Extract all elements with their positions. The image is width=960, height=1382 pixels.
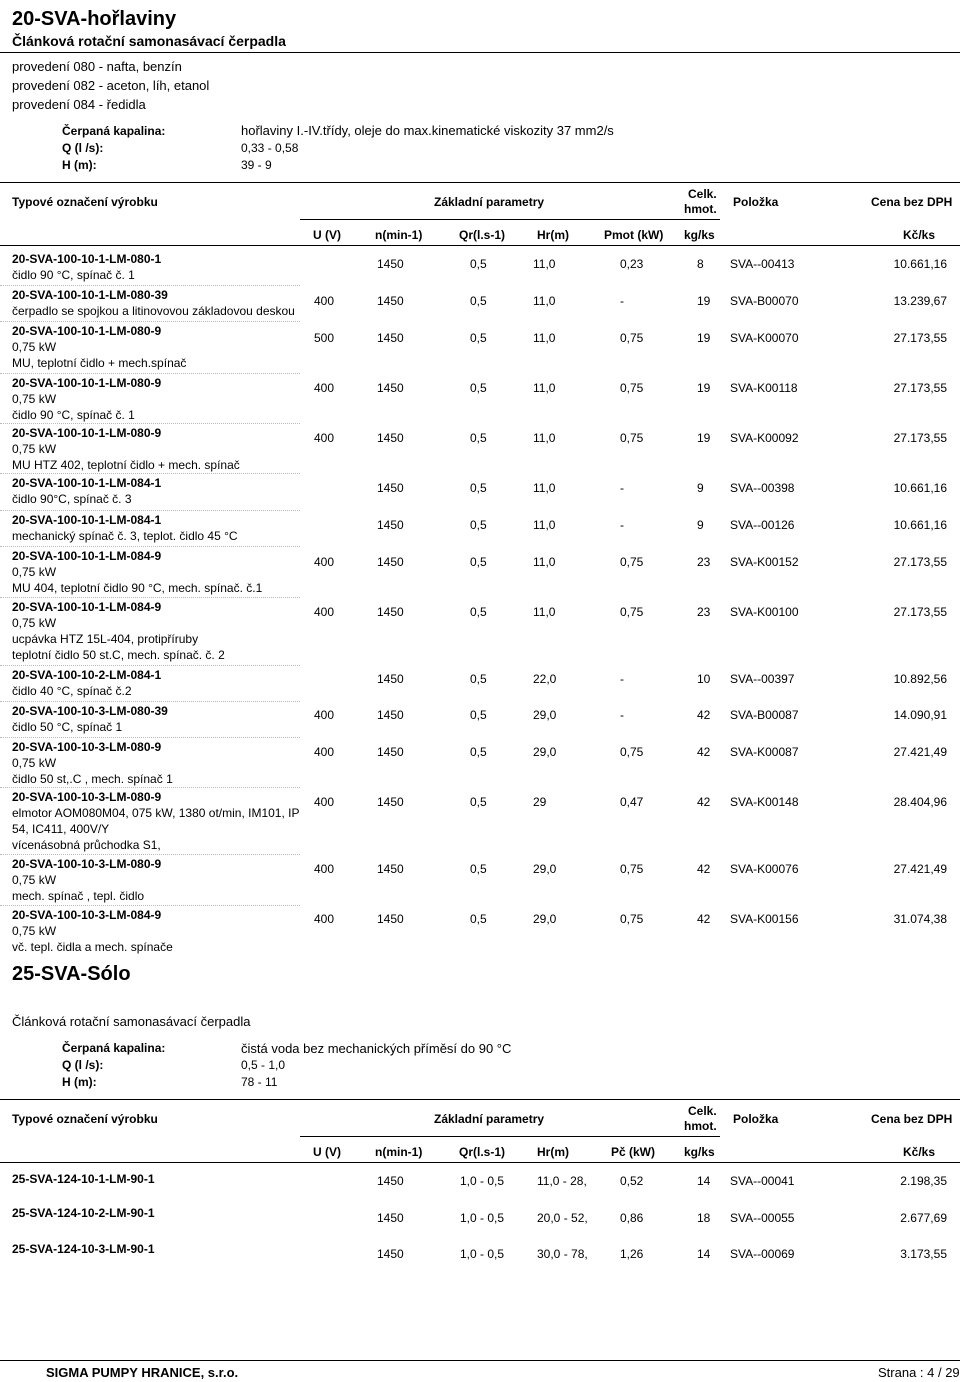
row-cell-u: 500: [314, 331, 335, 345]
row-separator: [0, 510, 300, 511]
row-description-line: čidlo 50 °C, spínač 1: [12, 720, 123, 734]
row-designation: 25-SVA-124-10-3-LM-90-1: [12, 1242, 155, 1256]
row-designation: 25-SVA-124-10-1-LM-90-1: [12, 1172, 155, 1186]
row-cell-price: 27.173,55: [893, 381, 947, 395]
table2-n-header: n(min-1): [375, 1145, 423, 1159]
row-cell-n: 1450: [377, 481, 404, 495]
row-cell-item: SVA--00397: [730, 672, 795, 686]
row-cell-p: 0,75: [620, 912, 644, 926]
footer-company: SIGMA PUMPY HRANICE, s.r.o.: [46, 1365, 239, 1380]
table2-item-header: Položka: [733, 1112, 779, 1126]
row-cell-item: SVA--00055: [730, 1211, 795, 1225]
row-cell-hr: 30,0 - 78,: [537, 1247, 588, 1261]
row-cell-qr: 1,0 - 0,5: [460, 1247, 505, 1261]
row-cell-hr: 11,0: [533, 257, 556, 271]
row-cell-hr: 29,0: [533, 745, 557, 759]
row-description-line: 0,75 kW: [12, 873, 57, 887]
row-cell-p: 0,75: [620, 605, 644, 619]
row-cell-item: SVA--00398: [730, 481, 795, 495]
row-cell-u: 400: [314, 381, 335, 395]
row-cell-p: -: [620, 672, 624, 686]
row-cell-price: 27.173,55: [893, 555, 947, 569]
row-cell-n: 1450: [377, 708, 404, 722]
row-cell-kg: 14: [697, 1247, 711, 1261]
row-cell-p: 0,75: [620, 381, 644, 395]
row-cell-price: 2.677,69: [900, 1211, 947, 1225]
row-designation: 20-SVA-100-10-2-LM-084-1: [12, 668, 162, 682]
row-cell-n: 1450: [377, 672, 404, 686]
table1-n-header: n(min-1): [375, 228, 423, 242]
row-cell-kg: 42: [697, 912, 711, 926]
row-cell-price: 31.074,38: [893, 912, 947, 926]
section1-title: 20-SVA-hořlaviny: [12, 8, 177, 30]
row-cell-item: SVA--00069: [730, 1247, 795, 1261]
row-cell-price: 14.090,91: [893, 708, 947, 722]
row-cell-item: SVA--00126: [730, 518, 795, 532]
row-cell-n: 1450: [377, 795, 404, 809]
q-label-2: Q (l /s):: [62, 1058, 104, 1072]
row-cell-p: 0,75: [620, 555, 644, 569]
row-cell-n: 1450: [377, 518, 404, 532]
row-cell-p: 0,52: [620, 1174, 644, 1188]
row-cell-qr: 0,5: [470, 795, 487, 809]
row-cell-hr: 29,0: [533, 862, 557, 876]
row-cell-item: SVA-K00100: [730, 605, 799, 619]
row-cell-price: 10.661,16: [893, 518, 947, 532]
row-designation: 20-SVA-100-10-1-LM-080-9: [12, 324, 162, 338]
row-cell-n: 1450: [377, 1174, 404, 1188]
row-cell-n: 1450: [377, 605, 404, 619]
row-description-line: čidlo 90 °C, spínač č. 1: [12, 408, 135, 422]
row-description-line: 54, IC411, 400V/Y: [12, 822, 110, 836]
row-cell-n: 1450: [377, 1247, 404, 1261]
row-cell-p: -: [620, 518, 624, 532]
row-separator: [0, 473, 300, 474]
row-designation: 20-SVA-100-10-1-LM-084-9: [12, 549, 162, 563]
row-description-line: MU, teplotní čidlo + mech.spínač: [12, 356, 187, 370]
footer-page-number: Strana : 4 / 29: [878, 1365, 960, 1380]
row-cell-qr: 0,5: [470, 294, 487, 308]
row-cell-kg: 8: [697, 257, 704, 271]
table1-kc-header: Kč/ks: [903, 228, 936, 242]
row-cell-price: 10.661,16: [893, 257, 947, 271]
row-cell-kg: 19: [697, 294, 711, 308]
table1-header-top-rule: [0, 182, 960, 183]
table1-u-header: U (V): [313, 228, 341, 242]
row-separator: [0, 321, 300, 322]
row-cell-p: -: [620, 294, 624, 308]
row-cell-n: 1450: [377, 555, 404, 569]
row-cell-qr: 0,5: [470, 555, 487, 569]
row-cell-qr: 0,5: [470, 481, 487, 495]
table1-kg-header: kg/ks: [684, 228, 715, 242]
row-cell-item: SVA-K00092: [730, 431, 799, 445]
row-cell-p: 0,75: [620, 331, 644, 345]
row-cell-item: SVA-K00148: [730, 795, 799, 809]
row-cell-price: 27.173,55: [893, 431, 947, 445]
row-separator: [0, 665, 300, 666]
table2-designation-header: Typové označení výrobku: [12, 1112, 158, 1126]
row-cell-n: 1450: [377, 862, 404, 876]
table1-designation-header: Typové označení výrobku: [12, 195, 158, 209]
row-designation: 20-SVA-100-10-1-LM-084-1: [12, 513, 162, 527]
row-cell-kg: 9: [697, 481, 704, 495]
row-cell-kg: 42: [697, 862, 711, 876]
table2-weight-header-2: hmot.: [684, 1119, 717, 1133]
row-description-line: čidlo 90 °C, spínač č. 1: [12, 268, 135, 282]
row-description-line: 0,75 kW: [12, 442, 57, 456]
row-description-line: 0,75 kW: [12, 565, 57, 579]
row-cell-qr: 0,5: [470, 257, 487, 271]
row-separator: [0, 787, 300, 788]
table1-item-header: Položka: [733, 195, 779, 209]
table2-kg-header: kg/ks: [684, 1145, 715, 1159]
row-cell-hr: 11,0: [533, 481, 556, 495]
table2-p-header: Pč (kW): [611, 1145, 656, 1159]
row-designation: 20-SVA-100-10-3-LM-080-9: [12, 740, 162, 754]
row-separator: [0, 373, 300, 374]
row-designation: 20-SVA-100-10-3-LM-084-9: [12, 908, 162, 922]
row-cell-p: -: [620, 708, 624, 722]
row-description-line: 0,75 kW: [12, 756, 57, 770]
table2-qr-header: Qr(l.s-1): [459, 1145, 506, 1159]
row-cell-p: 0,23: [620, 257, 644, 271]
row-designation: 20-SVA-100-10-1-LM-080-39: [12, 288, 168, 302]
table1-header-bottom-rule: [0, 245, 960, 246]
row-cell-kg: 23: [697, 555, 711, 569]
table2-header-top-rule: [0, 1099, 960, 1100]
row-cell-item: SVA-K00076: [730, 862, 799, 876]
row-description-line: vč. tepl. čidla a mech. spínače: [12, 940, 173, 954]
variant-082: provedení 082 - aceton, líh, etanol: [12, 78, 210, 93]
row-cell-u: 400: [314, 862, 335, 876]
row-cell-u: 400: [314, 795, 335, 809]
row-cell-item: SVA-K00087: [730, 745, 799, 759]
row-cell-qr: 0,5: [470, 672, 487, 686]
liquid-value-2: čistá voda bez mechanických příměsí do 90 °C: [241, 1041, 512, 1056]
row-cell-u: 400: [314, 294, 335, 308]
row-description-line: teplotní čidlo 50 st.C, mech. spínač. č. 2: [12, 648, 225, 662]
row-description-line: čidlo 90°C, spínač č. 3: [12, 492, 132, 506]
row-cell-u: 400: [314, 431, 335, 445]
row-cell-hr: 11,0: [533, 555, 556, 569]
row-cell-kg: 42: [697, 795, 711, 809]
h-value: 39 - 9: [241, 158, 272, 172]
row-description-line: MU 404, teplotní čidlo 90 °C, mech. spínač. č.1: [12, 581, 263, 595]
row-cell-kg: 42: [697, 708, 711, 722]
row-cell-p: 0,75: [620, 862, 644, 876]
row-description-line: 0,75 kW: [12, 616, 57, 630]
row-cell-hr: 11,0: [533, 294, 556, 308]
h-value-2: 78 - 11: [241, 1075, 278, 1089]
row-cell-price: 10.892,56: [893, 672, 947, 686]
row-cell-qr: 0,5: [470, 862, 487, 876]
row-cell-p: 0,47: [620, 795, 644, 809]
liquid-label-2: Čerpaná kapalina:: [62, 1041, 166, 1055]
row-cell-qr: 0,5: [470, 708, 487, 722]
row-cell-item: SVA-K00070: [730, 331, 799, 345]
row-separator: [0, 546, 300, 547]
table2-header-bottom-rule: [0, 1162, 960, 1163]
row-cell-kg: 9: [697, 518, 704, 532]
row-description-line: čidlo 40 °C, spínač č.2: [12, 684, 132, 698]
liquid-value: hořlaviny I.-IV.třídy, oleje do max.kinematické viskozity 37 mm2/s: [241, 123, 614, 138]
row-description-line: ucpávka HTZ 15L-404, protipříruby: [12, 632, 199, 646]
row-cell-u: 400: [314, 708, 335, 722]
row-cell-qr: 0,5: [470, 518, 487, 532]
row-cell-price: 27.421,49: [893, 745, 947, 759]
row-cell-u: 400: [314, 555, 335, 569]
row-cell-hr: 29,0: [533, 708, 557, 722]
table2-price-header: Cena bez DPH: [871, 1112, 953, 1126]
row-cell-hr: 29,0: [533, 912, 557, 926]
row-cell-n: 1450: [377, 912, 404, 926]
row-cell-item: SVA-B00070: [730, 294, 799, 308]
table2-weight-header-1: Celk.: [688, 1104, 717, 1118]
table1-hr-header: Hr(m): [537, 228, 569, 242]
row-cell-qr: 0,5: [470, 745, 487, 759]
row-cell-kg: 10: [697, 672, 711, 686]
row-cell-price: 27.421,49: [893, 862, 947, 876]
row-cell-hr: 11,0: [533, 605, 556, 619]
row-cell-u: 400: [314, 912, 335, 926]
row-description-line: MU HTZ 402, teplotní čidlo + mech. spínač: [12, 458, 240, 472]
row-cell-item: SVA--00041: [730, 1174, 795, 1188]
section2-title: 25-SVA-Sólo: [12, 963, 131, 985]
row-cell-price: 3.173,55: [900, 1247, 947, 1261]
q-label: Q (l /s):: [62, 141, 104, 155]
section1-subtitle: Článková rotační samonasávací čerpadla: [12, 33, 286, 49]
liquid-label: Čerpaná kapalina:: [62, 124, 166, 138]
row-designation: 20-SVA-100-10-1-LM-084-1: [12, 476, 162, 490]
row-cell-price: 10.661,16: [893, 481, 947, 495]
row-cell-qr: 0,5: [470, 605, 487, 619]
table1-basic-params-header: Základní parametry: [434, 195, 545, 209]
row-cell-qr: 0,5: [470, 912, 487, 926]
table2-hr-header: Hr(m): [537, 1145, 569, 1159]
table2-params-sub-rule: [300, 1136, 720, 1137]
row-description-line: mechanický spínač č. 3, teplot. čidlo 45 °C: [12, 529, 238, 543]
row-cell-qr: 1,0 - 0,5: [460, 1174, 505, 1188]
table2-u-header: U (V): [313, 1145, 341, 1159]
variant-084: provedení 084 - ředidla: [12, 97, 146, 112]
row-separator: [0, 905, 300, 906]
row-cell-item: SVA-K00152: [730, 555, 799, 569]
row-cell-u: 400: [314, 605, 335, 619]
row-cell-kg: 42: [697, 745, 711, 759]
row-cell-n: 1450: [377, 431, 404, 445]
row-cell-kg: 23: [697, 605, 711, 619]
row-cell-kg: 19: [697, 381, 711, 395]
row-designation: 20-SVA-100-10-3-LM-080-9: [12, 857, 162, 871]
q-value-2: 0,5 - 1,0: [241, 1058, 286, 1072]
row-cell-price: 27.173,55: [893, 331, 947, 345]
row-designation: 20-SVA-100-10-3-LM-080-9: [12, 790, 162, 804]
row-designation: 20-SVA-100-10-1-LM-084-9: [12, 600, 162, 614]
row-cell-hr: 29: [533, 795, 547, 809]
row-cell-item: SVA--00413: [730, 257, 795, 271]
row-cell-hr: 11,0: [533, 331, 556, 345]
row-cell-p: 0,75: [620, 745, 644, 759]
section2-subtitle: Článková rotační samonasávací čerpadla: [12, 1014, 251, 1029]
row-separator: [0, 597, 300, 598]
row-cell-n: 1450: [377, 331, 404, 345]
row-cell-kg: 19: [697, 431, 711, 445]
table1-price-header: Cena bez DPH: [871, 195, 953, 209]
row-cell-p: -: [620, 481, 624, 495]
row-cell-hr: 11,0 - 28,: [537, 1174, 587, 1188]
row-cell-n: 1450: [377, 257, 404, 271]
row-cell-item: SVA-B00087: [730, 708, 799, 722]
row-separator: [0, 854, 300, 855]
row-designation: 20-SVA-100-10-1-LM-080-9: [12, 376, 162, 390]
h-label-2: H (m):: [62, 1075, 97, 1089]
row-cell-n: 1450: [377, 1211, 404, 1225]
row-separator: [0, 737, 300, 738]
row-cell-qr: 0,5: [470, 381, 487, 395]
row-cell-item: SVA-K00118: [730, 381, 798, 395]
row-cell-hr: 20,0 - 52,: [537, 1211, 588, 1225]
row-cell-n: 1450: [377, 381, 404, 395]
row-description-line: čerpadlo se spojkou a litinovovou základovou deskou: [12, 304, 295, 318]
row-cell-n: 1450: [377, 745, 404, 759]
row-description-line: 0,75 kW: [12, 392, 57, 406]
h-label: H (m):: [62, 158, 97, 172]
table1-weight-header-1: Celk.: [688, 187, 717, 201]
section1-title-rule: [0, 52, 960, 53]
row-designation: 25-SVA-124-10-2-LM-90-1: [12, 1206, 155, 1220]
row-cell-qr: 1,0 - 0,5: [460, 1211, 505, 1225]
row-cell-price: 13.239,67: [893, 294, 947, 308]
row-designation: 20-SVA-100-10-3-LM-080-39: [12, 704, 168, 718]
row-cell-hr: 11,0: [533, 431, 556, 445]
row-cell-kg: 18: [697, 1211, 711, 1225]
table1-qr-header: Qr(l.s-1): [459, 228, 506, 242]
row-cell-u: 400: [314, 745, 335, 759]
row-designation: 20-SVA-100-10-1-LM-080-1: [12, 252, 162, 266]
row-cell-hr: 11,0: [533, 381, 556, 395]
row-description-line: mech. spínač , tepl. čidlo: [12, 889, 145, 903]
row-cell-price: 27.173,55: [893, 605, 947, 619]
footer-rule: [0, 1360, 960, 1361]
row-separator: [0, 701, 300, 702]
row-description-line: čidlo 50 st,.C , mech. spínač 1: [12, 772, 173, 786]
row-description-line: 0,75 kW: [12, 924, 57, 938]
table2-basic-params-header: Základní parametry: [434, 1112, 545, 1126]
row-cell-price: 28.404,96: [893, 795, 947, 809]
row-separator: [0, 285, 300, 286]
row-cell-p: 0,86: [620, 1211, 644, 1225]
row-description-line: elmotor AOM080M04, 075 kW, 1380 ot/min, IM101, IP: [12, 806, 300, 820]
row-cell-qr: 0,5: [470, 331, 487, 345]
table1-p-header: Pmot (kW): [604, 228, 664, 242]
row-description-line: vícenásobná průchodka S1,: [12, 838, 161, 852]
q-value: 0,33 - 0,58: [241, 141, 299, 155]
row-cell-kg: 14: [697, 1174, 711, 1188]
row-separator: [0, 423, 300, 424]
row-cell-p: 0,75: [620, 431, 644, 445]
row-cell-price: 2.198,35: [900, 1174, 947, 1188]
table1-params-sub-rule: [300, 219, 720, 220]
row-cell-n: 1450: [377, 294, 404, 308]
row-cell-hr: 22,0: [533, 672, 557, 686]
table2-kc-header: Kč/ks: [903, 1145, 936, 1159]
row-cell-qr: 0,5: [470, 431, 487, 445]
row-designation: 20-SVA-100-10-1-LM-080-9: [12, 426, 162, 440]
row-cell-item: SVA-K00156: [730, 912, 799, 926]
row-description-line: 0,75 kW: [12, 340, 57, 354]
variant-080: provedení 080 - nafta, benzín: [12, 59, 182, 74]
table1-weight-header-2: hmot.: [684, 202, 717, 216]
row-cell-p: 1,26: [620, 1247, 644, 1261]
row-cell-hr: 11,0: [533, 518, 556, 532]
row-cell-kg: 19: [697, 331, 711, 345]
